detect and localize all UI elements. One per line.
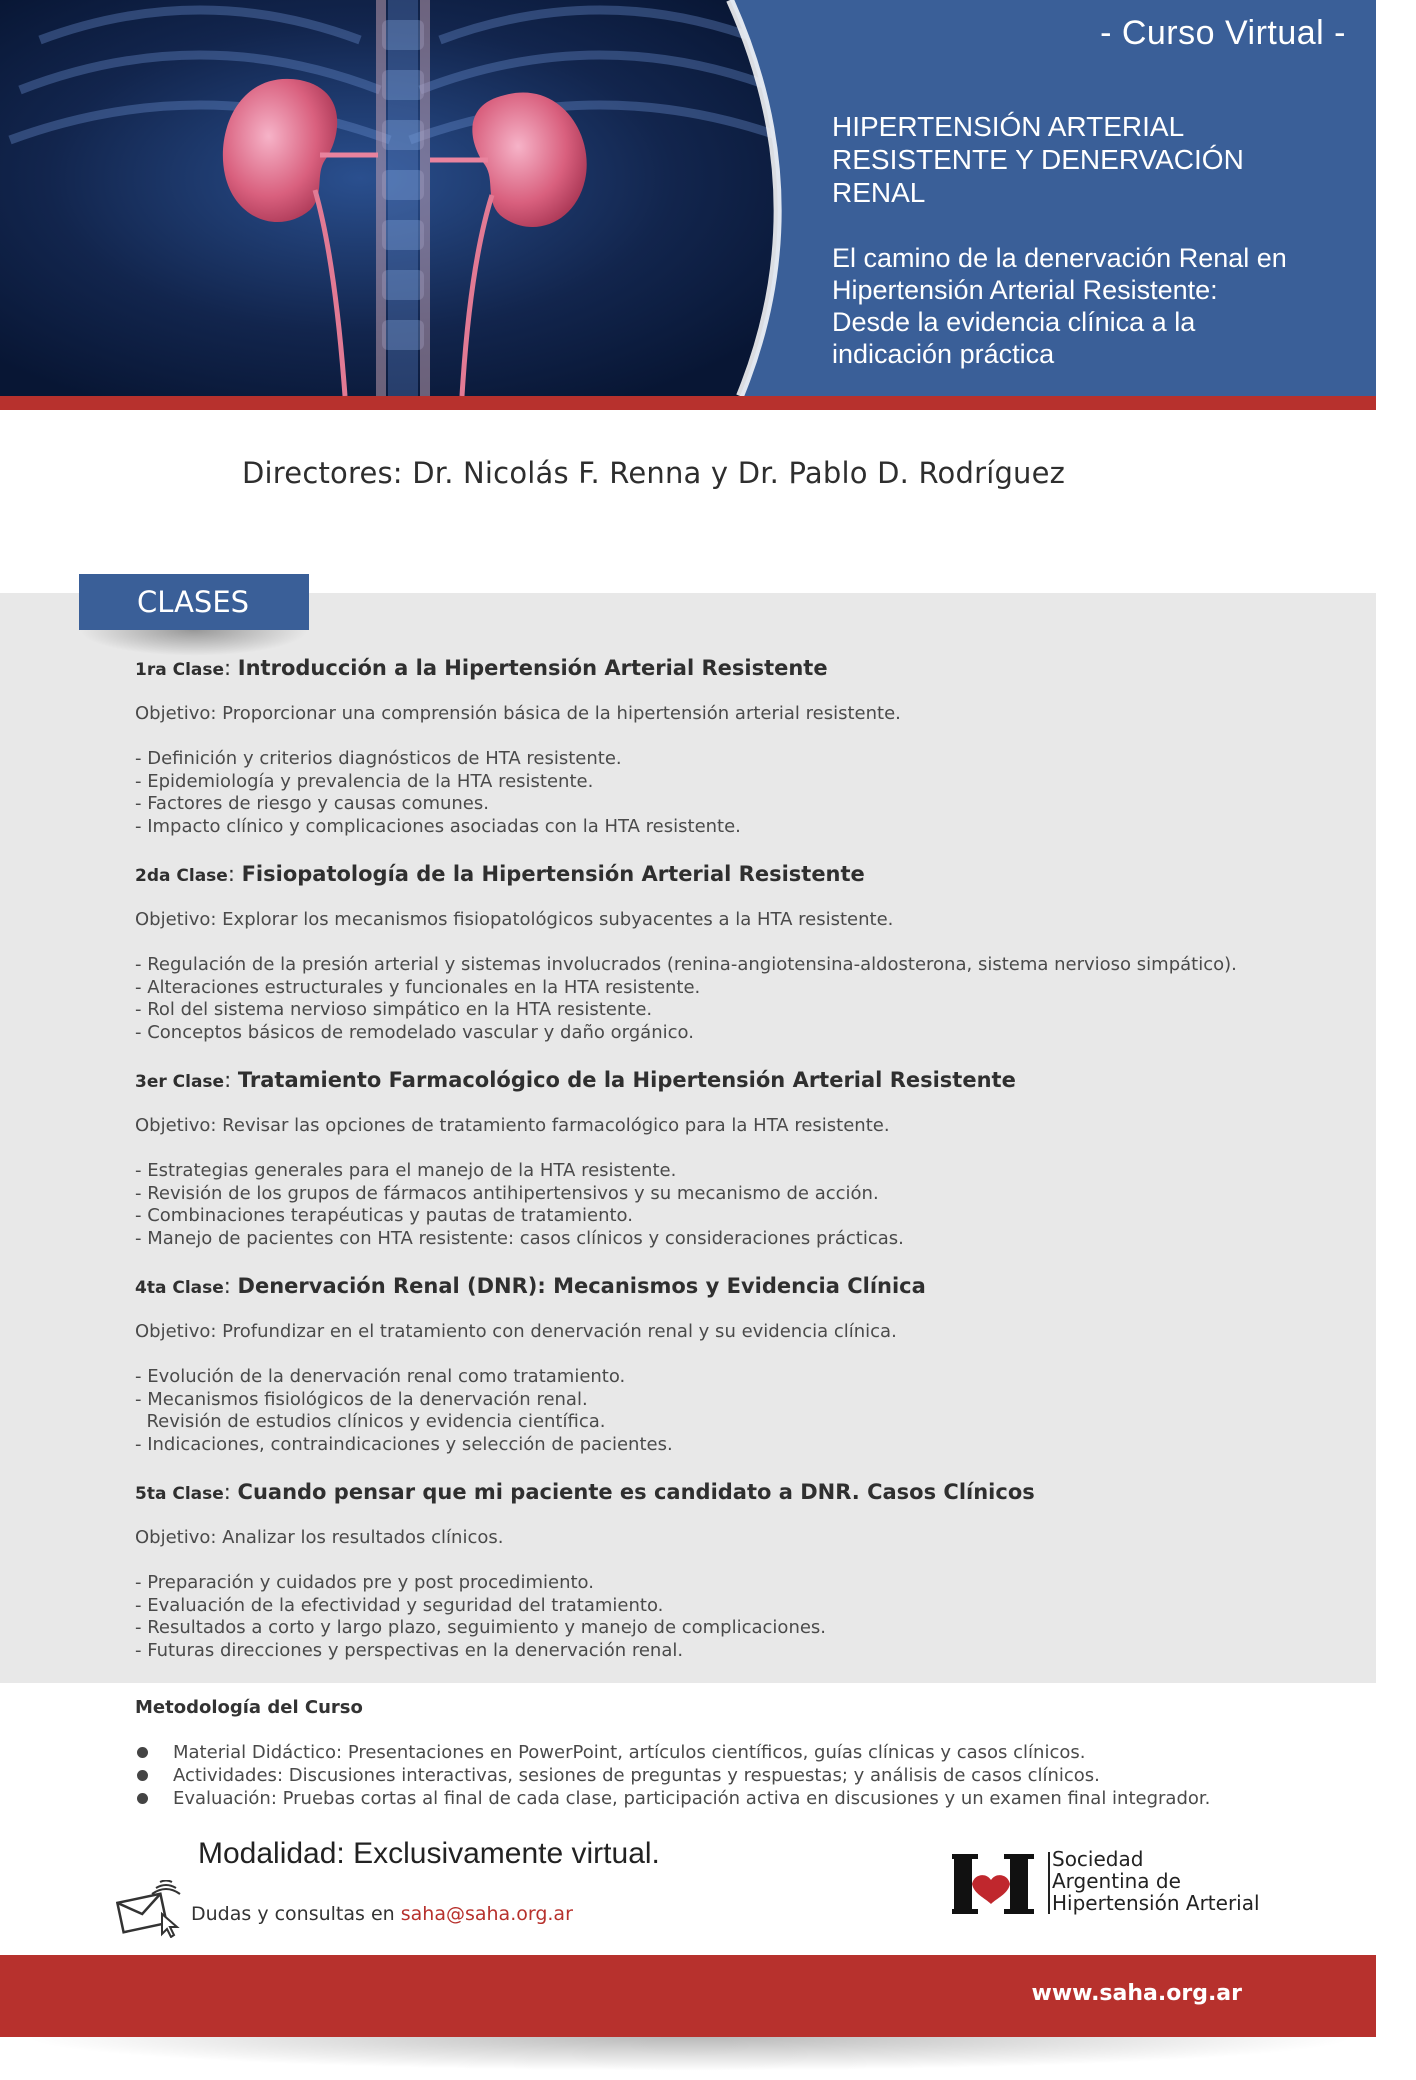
list-item: - Conceptos básicos de remodelado vascular y daño orgánico. (135, 1021, 694, 1043)
logo-text-line: Sociedad (1052, 1847, 1144, 1871)
list-item: - Epidemiología y prevalencia de la HTA resistente. (135, 770, 594, 792)
methodology-item (135, 1764, 1210, 1787)
list-item: - Evolución de la denervación renal como tratamiento. (135, 1366, 626, 1387)
class-separator: : (227, 862, 242, 886)
class-separator: : (223, 1274, 238, 1298)
logo-text (1052, 1848, 1260, 1914)
course-subtitle-line: Desde la evidencia clínica a la (832, 307, 1196, 337)
methodology-item-text: Evaluación: Pruebas cortas al final de cada clase, participación activa en discusiones y un examen final integrador. (173, 1788, 1211, 1809)
footer-shadow (20, 2037, 1360, 2071)
class-title: Introducción a la Hipertensión Arterial Resistente (237, 656, 828, 680)
class-heading (135, 654, 1335, 684)
footer-bar (0, 1955, 1376, 2037)
list-item: - Rol del sistema nervioso simpático en la HTA resistente. (135, 999, 653, 1020)
list-item: - Resultados a corto y largo plazo, seguimiento y manejo de complicaciones. (135, 1617, 827, 1638)
class-title: Denervación Renal (DNR): Mecanismos y Evidencia Clínica (237, 1274, 926, 1298)
list-item: Revisión de estudios clínicos y evidencia científica. (135, 1411, 606, 1432)
class-topics (135, 1572, 1335, 1662)
methodology-list (135, 1741, 1210, 1810)
class-title: Tratamiento Farmacológico de la Hipertensión Arterial Resistente (237, 1068, 1016, 1092)
list-item: - Definición y criterios diagnósticos de HTA resistente. (135, 748, 622, 769)
class-separator: : (224, 656, 238, 680)
header-accent-bar (0, 396, 1376, 410)
methodology-title: Metodología del Curso (135, 1697, 363, 1718)
class-heading (135, 1478, 1335, 1508)
list-item: - Alteraciones estructurales y funcionales en la HTA resistente. (135, 976, 701, 998)
class-number: 4ta Clase (135, 1278, 224, 1298)
methodology-item-text: Actividades: Discusiones interactivas, sesiones de preguntas y respuestas; y análisis de casos clínicos. (173, 1765, 1100, 1786)
footer-website-link[interactable]: www.saha.org.ar (1031, 1981, 1242, 2006)
methodology-item (135, 1787, 1210, 1810)
class-objective: Objetivo: Explorar los mecanismos fisiopatológicos subyacentes a la HTA resistente. (135, 909, 894, 930)
logo-divider (1048, 1852, 1050, 1914)
class-objective: Objetivo: Analizar los resultados clínicos. (135, 1527, 504, 1548)
list-item: - Manejo de pacientes con HTA resistente: casos clínicos y consideraciones prácticas. (135, 1227, 904, 1249)
class-number: 3er Clase (135, 1072, 225, 1092)
class-heading (135, 860, 1335, 890)
kidneys-illustration (0, 0, 800, 396)
course-subtitle-line: Hipertensión Arterial Resistente: (832, 275, 1218, 305)
list-item: - Preparación y cuidados pre y post procedimiento. (135, 1572, 594, 1593)
course-title-line: RESISTENTE Y DENERVACIÓN (832, 144, 1244, 175)
modality-statement: Modalidad: Exclusivamente virtual. (198, 1837, 660, 1870)
bullet-icon (137, 1770, 148, 1781)
email-icon (116, 1880, 186, 1938)
class-topics (135, 748, 1335, 838)
saha-logo (952, 1848, 1292, 1918)
section-label-clases: CLASES (79, 574, 309, 630)
class-objective: Objetivo: Profundizar en el tratamiento con denervación renal y su evidencia clínica. (135, 1321, 897, 1342)
contact-line (191, 1903, 573, 1925)
class-topics (135, 1160, 1335, 1250)
list-item: - Mecanismos fisiológicos de la denervación renal. (135, 1388, 588, 1410)
course-subtitle-line: indicación práctica (832, 339, 1055, 369)
header-banner (0, 0, 1376, 396)
contact-email-link[interactable]: saha@saha.org.ar (400, 1903, 573, 1925)
contact-label: Dudas y consultas en (191, 1903, 401, 1925)
list-item: - Impacto clínico y complicaciones asociadas con la HTA resistente. (135, 815, 741, 837)
list-item: - Evaluación de la efectividad y seguridad del tratamiento. (135, 1594, 664, 1616)
logo-text-line: Argentina de (1052, 1869, 1181, 1893)
class-topics (135, 954, 1335, 1044)
list-item: - Combinaciones terapéuticas y pautas de tratamiento. (135, 1205, 633, 1226)
bullet-icon (137, 1747, 148, 1758)
class-number: 2da Clase (135, 866, 228, 886)
course-subtitle-line: El camino de la denervación Renal en (832, 243, 1287, 273)
course-title (832, 110, 1352, 209)
class-heading (135, 1066, 1335, 1096)
class-separator: : (223, 1480, 238, 1504)
list-item: - Regulación de la presión arterial y sistemas involucrados (renina-angiotensina-aldosterona, sistema nervioso simpático). (135, 954, 1237, 975)
logo-text-line: Hipertensión Arterial (1052, 1891, 1260, 1915)
class-title: Fisiopatología de la Hipertensión Arterial Resistente (241, 862, 865, 886)
class-topics (135, 1366, 1335, 1456)
class-number: 1ra Clase (135, 660, 225, 680)
class-4 (135, 1272, 1335, 1456)
course-badge: - Curso Virtual - (1100, 14, 1346, 52)
list-item: - Factores de riesgo y causas comunes. (135, 793, 489, 814)
directors: Directores: Dr. Nicolás F. Renna y Dr. Pablo D. Rodríguez (242, 456, 1066, 490)
methodology-item (135, 1741, 1210, 1764)
course-title-line: HIPERTENSIÓN ARTERIAL (832, 111, 1185, 142)
list-item: - Futuras direcciones y perspectivas en la denervación renal. (135, 1639, 684, 1661)
list-item: - Estrategias generales para el manejo de la HTA resistente. (135, 1160, 677, 1181)
class-objective: Objetivo: Proporcionar una comprensión básica de la hipertensión arterial resistente. (135, 703, 901, 724)
class-1 (135, 654, 1335, 838)
methodology-item-text: Material Didáctico: Presentaciones en PowerPoint, artículos científicos, guías clínicas y casos clínicos. (173, 1742, 1086, 1763)
class-title: Cuando pensar que mi paciente es candidato a DNR. Casos Clínicos (237, 1480, 1035, 1504)
list-item: - Revisión de los grupos de fármacos antihipertensivos y su mecanismo de acción. (135, 1182, 879, 1204)
class-objective: Objetivo: Revisar las opciones de tratamiento farmacológico para la HTA resistente. (135, 1115, 890, 1136)
class-3 (135, 1066, 1335, 1250)
course-subtitle (832, 242, 1362, 370)
bullet-icon (137, 1793, 148, 1804)
class-2 (135, 860, 1335, 1044)
class-heading (135, 1272, 1335, 1302)
class-separator: : (224, 1068, 238, 1092)
section-label-shadow (79, 630, 309, 656)
course-title-line: RENAL (832, 177, 926, 208)
class-number: 5ta Clase (135, 1484, 224, 1504)
saha-logo-mark (952, 1854, 1036, 1914)
class-5 (135, 1478, 1335, 1662)
list-item: - Indicaciones, contraindicaciones y selección de pacientes. (135, 1433, 673, 1455)
